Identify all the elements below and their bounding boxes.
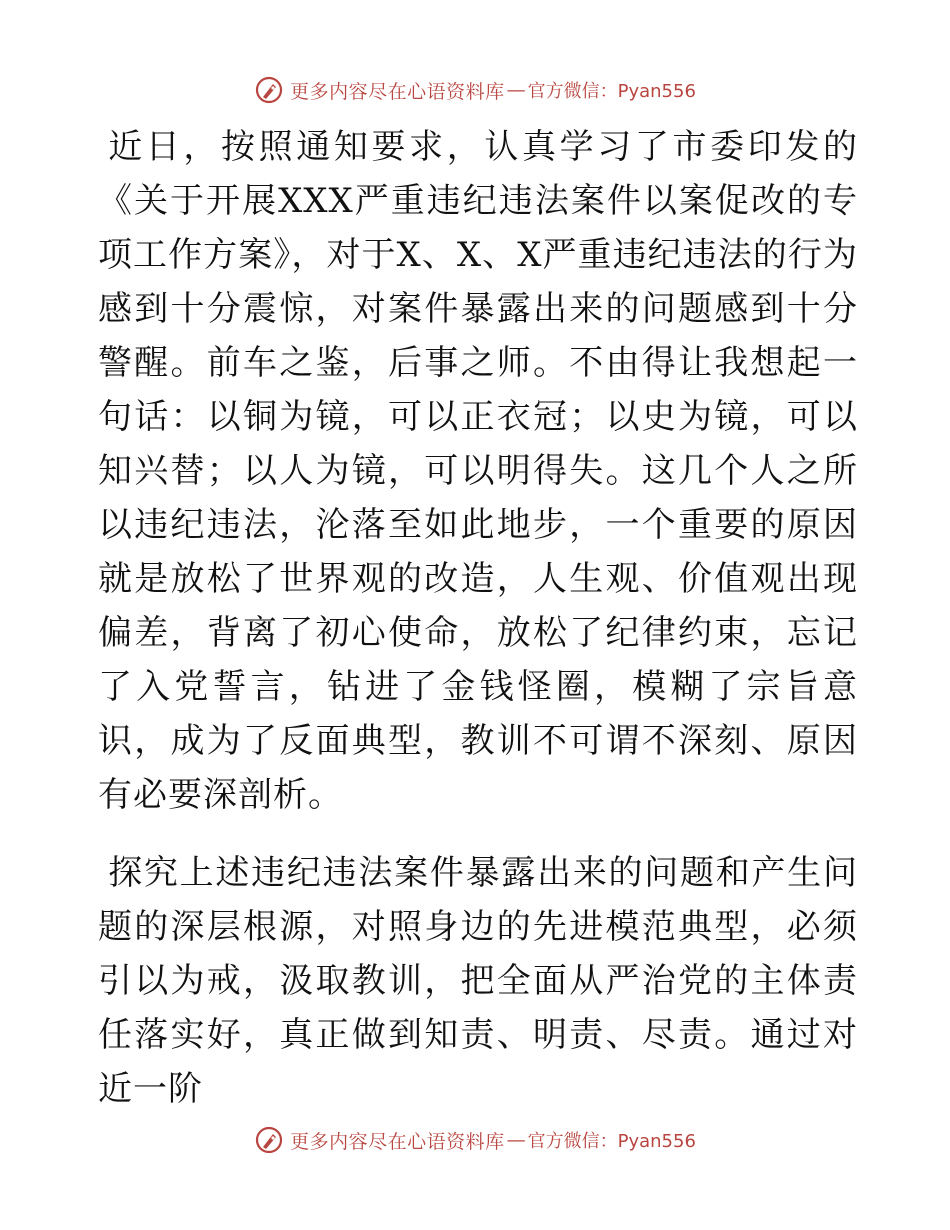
- watermark-contact-text: 官方微信：Pyan556: [527, 1131, 696, 1152]
- header-watermark: [0, 70, 950, 110]
- watermark-contact-text: 官方微信：Pyan556: [527, 81, 696, 102]
- pen-nib-logo-icon: [254, 75, 284, 105]
- watermark-main-text: 更多内容尽在心语资料库: [290, 1130, 505, 1153]
- watermark-separator: —: [506, 79, 526, 101]
- pen-nib-logo-icon: [254, 1125, 284, 1155]
- watermark-main-text: 更多内容尽在心语资料库: [290, 80, 505, 103]
- footer-watermark: [0, 1120, 950, 1160]
- document-body: [98, 120, 858, 1116]
- watermark-separator: —: [506, 1129, 526, 1151]
- paragraph-2: 探究上述违纪违法案件暴露出来的问题和产生问题的深层根源，对照身边的先进模范典型，必须引以为戒，汲取教训，把全面从严治党的主体责任落实好，真正做到知责、明责、尽责。通过对近一阶: [98, 853, 858, 1109]
- paragraph-1: 近日，按照通知要求，认真学习了市委印发的《关于开展XXX严重违纪违法案件以案促改的专项工作方案》，对于X、X、X严重违纪违法的行为感到十分震惊，对案件暴露出来的问题感到十分警醒。前车之鉴，后事之师。不由得让我想起一句话：以铜为镜，可以正衣冠；以史为镜，可以知兴替；以人为镜，可以明得失。这几个人之所以违纪违法，沦落至如此地步，一个重要的原因就是放松了世界观的改造，人生观、价值观出现偏差，背离了初心使命，放松了纪律约束，忘记了入党誓言，钻进了金钱怪圈，模糊了宗旨意识，成为了反面典型，教训不可谓不深刻、原因有必要深剖析。: [98, 127, 858, 815]
